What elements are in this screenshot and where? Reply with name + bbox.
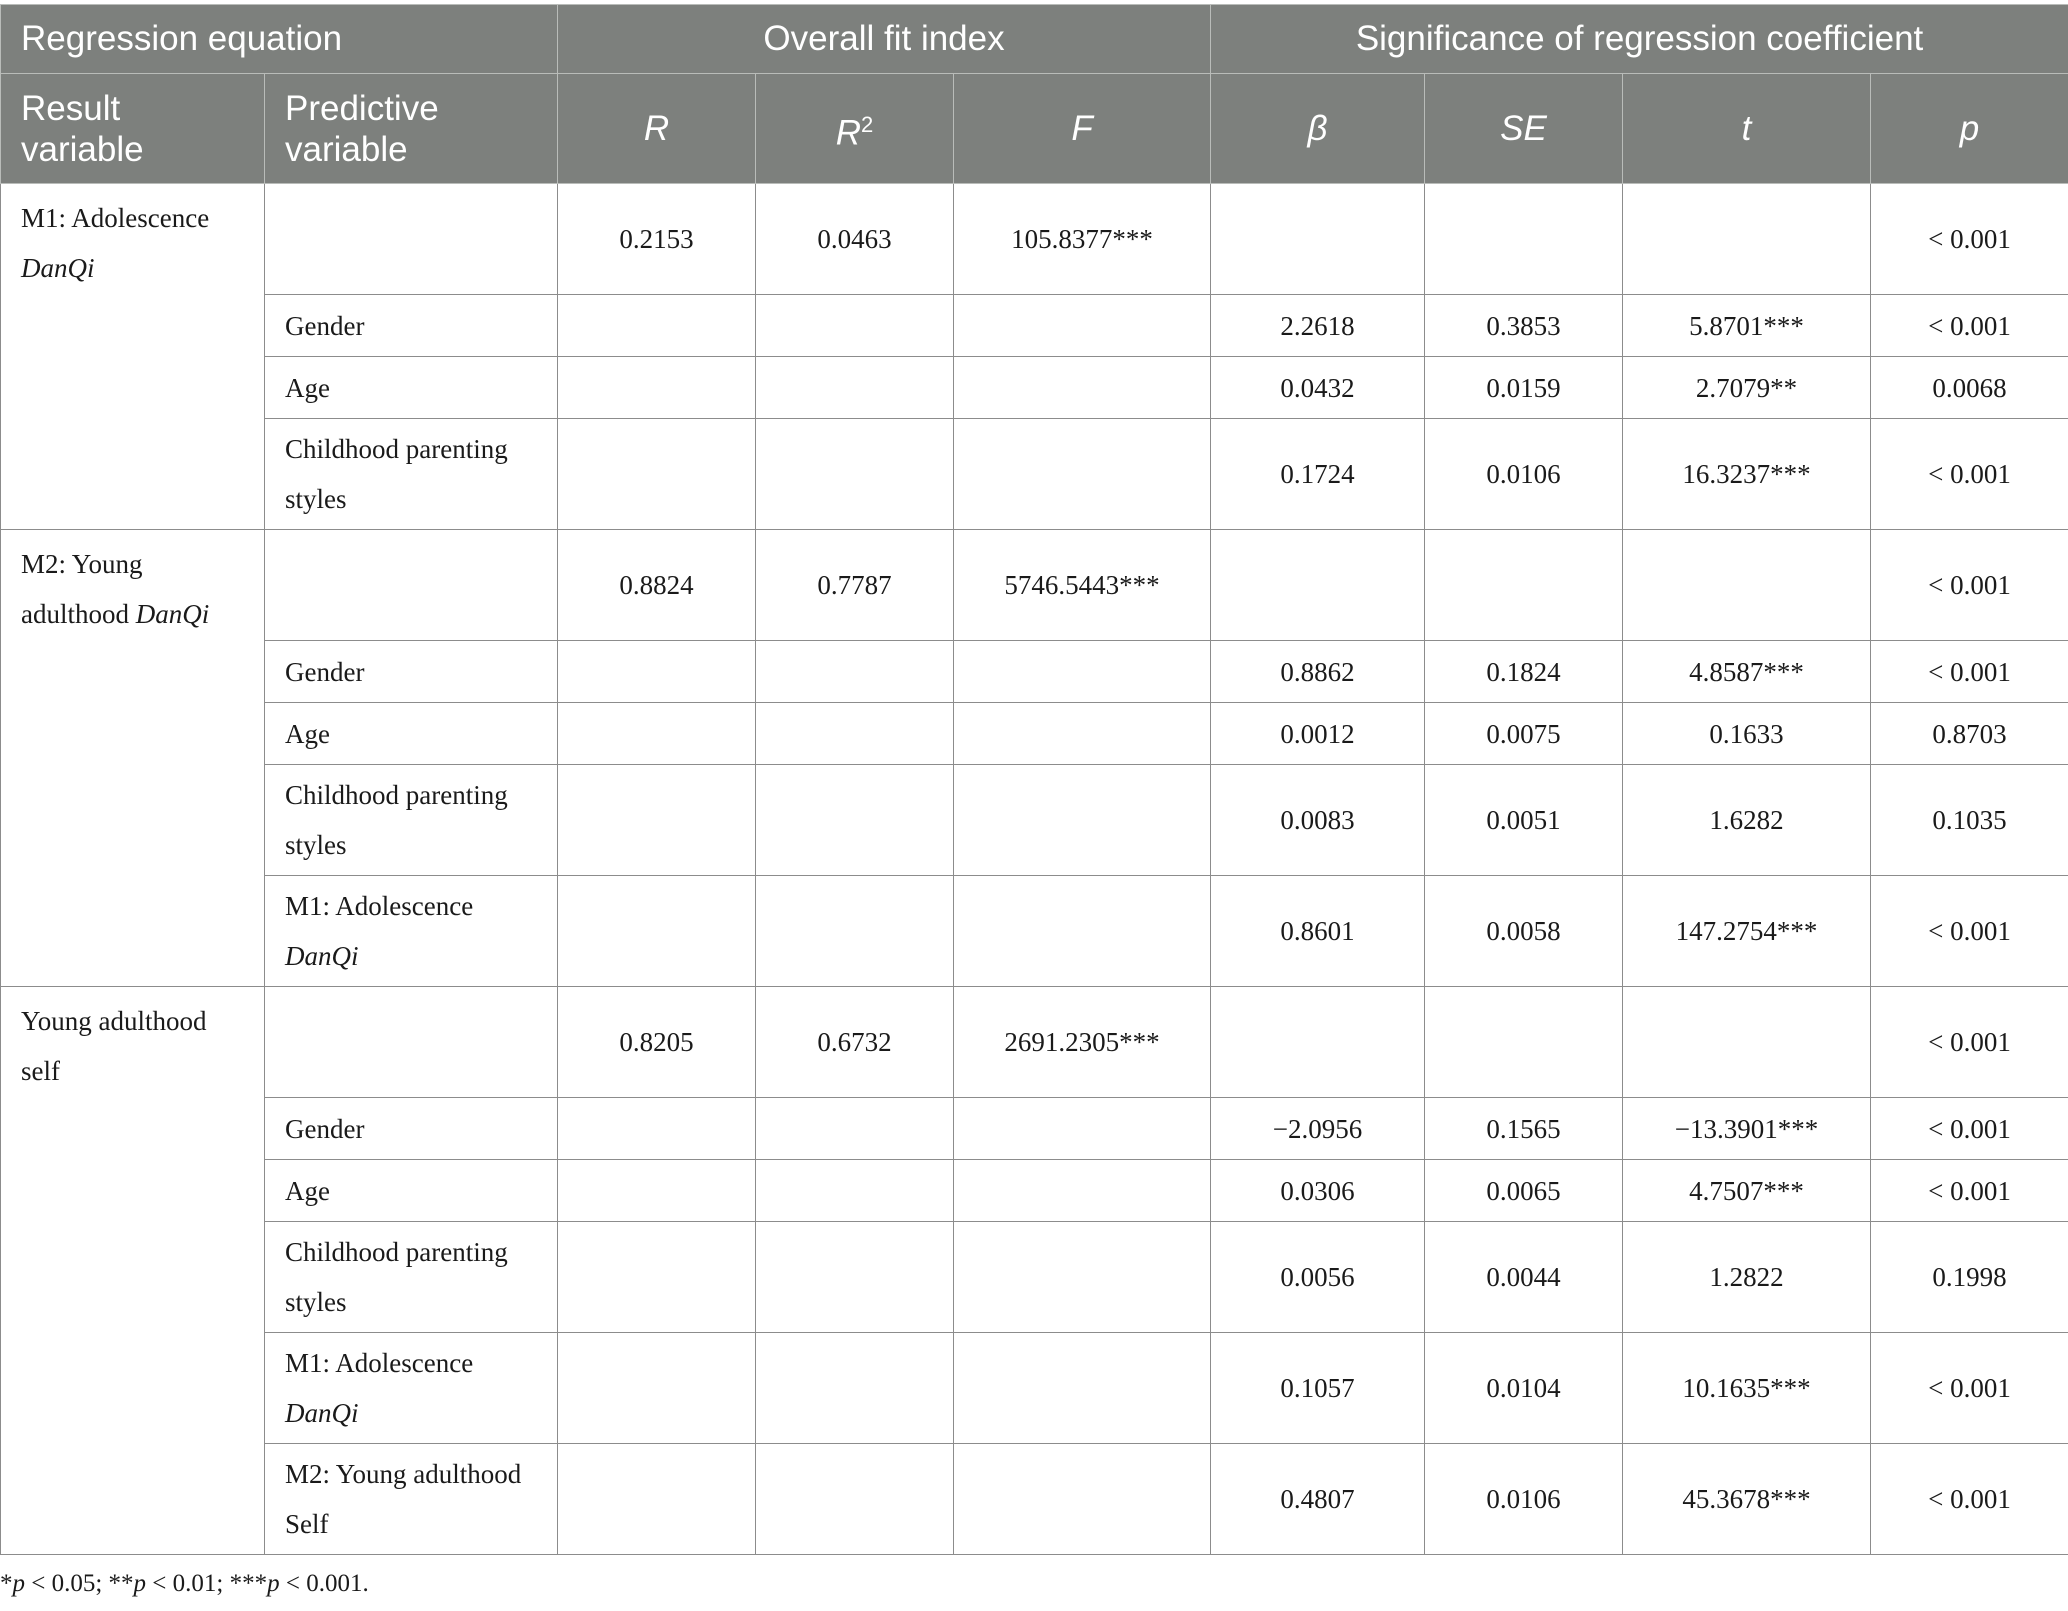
beta-cell: 0.8862 xyxy=(1211,641,1425,703)
predictive-variable-cell xyxy=(265,1333,558,1444)
beta-cell xyxy=(1211,987,1425,1098)
r-cell xyxy=(558,1098,756,1160)
r-cell xyxy=(558,1160,756,1222)
r-squared-cell xyxy=(756,295,954,357)
result-variable-cell xyxy=(1,184,265,530)
header-p: p xyxy=(1871,74,2068,184)
predictive-variable-label: Childhood parenting styles xyxy=(285,434,508,514)
predictive-variable-cell xyxy=(265,1160,558,1222)
r-cell xyxy=(558,357,756,419)
r-squared-cell xyxy=(756,419,954,530)
r-squared-cell xyxy=(756,1333,954,1444)
beta-cell: −2.0956 xyxy=(1211,1098,1425,1160)
beta-cell: 0.8601 xyxy=(1211,876,1425,987)
beta-cell: 0.4807 xyxy=(1211,1444,1425,1555)
r-squared-cell xyxy=(756,765,954,876)
r-cell xyxy=(558,703,756,765)
t-cell: 2.7079** xyxy=(1623,357,1871,419)
table-row xyxy=(1,295,2068,357)
predictive-variable-cell xyxy=(265,419,558,530)
t-cell: 16.3237*** xyxy=(1623,419,1871,530)
r-cell xyxy=(558,1222,756,1333)
predictive-variable-italic: DanQi xyxy=(285,941,359,971)
result-variable-label: M1: Adolescence xyxy=(21,203,210,233)
t-cell: 4.7507*** xyxy=(1623,1160,1871,1222)
p-cell: < 0.001 xyxy=(1871,641,2068,703)
beta-cell: 0.1724 xyxy=(1211,419,1425,530)
t-cell: 4.8587*** xyxy=(1623,641,1871,703)
se-cell: 0.3853 xyxy=(1425,295,1623,357)
r-cell xyxy=(558,876,756,987)
f-cell xyxy=(954,1160,1211,1222)
predictive-variable-label: Gender xyxy=(285,656,365,687)
result-variable-label: M2: Young adulthood xyxy=(21,549,143,629)
predictive-variable-label: Age xyxy=(285,1175,330,1206)
header-overall-fit-index: Overall fit index xyxy=(558,5,1211,74)
f-cell: 2691.2305*** xyxy=(954,987,1211,1098)
table-footnote xyxy=(0,1570,369,1598)
r-cell xyxy=(558,641,756,703)
se-cell: 0.0104 xyxy=(1425,1333,1623,1444)
predictive-variable-cell xyxy=(265,184,558,295)
f-cell xyxy=(954,1444,1211,1555)
table-row xyxy=(1,1098,2068,1160)
predictive-variable-label: Gender xyxy=(285,1113,365,1144)
r-squared-cell xyxy=(756,1222,954,1333)
t-cell: −13.3901*** xyxy=(1623,1098,1871,1160)
beta-cell: 0.0083 xyxy=(1211,765,1425,876)
r-cell: 0.2153 xyxy=(558,184,756,295)
t-cell: 1.2822 xyxy=(1623,1222,1871,1333)
footnote-text: < 0.001. xyxy=(279,1570,369,1597)
header-significance: Significance of regression coefficient xyxy=(1211,5,2068,74)
se-cell: 0.0106 xyxy=(1425,1444,1623,1555)
table-row xyxy=(1,876,2068,987)
p-cell: < 0.001 xyxy=(1871,419,2068,530)
beta-cell: 2.2618 xyxy=(1211,295,1425,357)
predictive-variable-cell xyxy=(265,530,558,641)
beta-cell: 0.0432 xyxy=(1211,357,1425,419)
r-cell: 0.8205 xyxy=(558,987,756,1098)
p-cell: 0.8703 xyxy=(1871,703,2068,765)
p-cell: < 0.001 xyxy=(1871,1333,2068,1444)
predictive-variable-label: Age xyxy=(285,718,330,749)
f-cell xyxy=(954,641,1211,703)
se-cell: 0.0159 xyxy=(1425,357,1623,419)
p-cell: < 0.001 xyxy=(1871,1444,2068,1555)
p-cell: < 0.001 xyxy=(1871,987,2068,1098)
beta-cell xyxy=(1211,184,1425,295)
p-cell: < 0.001 xyxy=(1871,1160,2068,1222)
footnote-text: < 0.01; *** xyxy=(146,1570,268,1597)
r-squared-cell xyxy=(756,641,954,703)
t-cell xyxy=(1623,530,1871,641)
header-row-groups xyxy=(1,5,2068,74)
table-row xyxy=(1,641,2068,703)
result-variable-italic: DanQi xyxy=(21,253,95,283)
footnote-star: * xyxy=(0,1570,13,1597)
header-r-squared-base: R xyxy=(835,113,862,153)
t-cell xyxy=(1623,987,1871,1098)
predictive-variable-cell xyxy=(265,295,558,357)
se-cell xyxy=(1425,987,1623,1098)
f-cell xyxy=(954,357,1211,419)
r-cell: 0.8824 xyxy=(558,530,756,641)
table-body xyxy=(1,184,2068,1555)
r-cell xyxy=(558,1333,756,1444)
predictive-variable-cell xyxy=(265,765,558,876)
p-cell: < 0.001 xyxy=(1871,184,2068,295)
beta-cell: 0.0306 xyxy=(1211,1160,1425,1222)
p-cell: 0.1035 xyxy=(1871,765,2068,876)
r-cell xyxy=(558,419,756,530)
result-variable-cell xyxy=(1,530,265,987)
model-summary-row xyxy=(1,184,2068,295)
footnote-text: < 0.05; ** xyxy=(25,1570,134,1597)
se-cell: 0.0044 xyxy=(1425,1222,1623,1333)
table-row xyxy=(1,1333,2068,1444)
f-cell: 105.8377*** xyxy=(954,184,1211,295)
model-summary-row xyxy=(1,987,2068,1098)
table-row xyxy=(1,357,2068,419)
predictive-variable-cell xyxy=(265,1444,558,1555)
header-f: F xyxy=(954,74,1211,184)
p-cell: 0.0068 xyxy=(1871,357,2068,419)
r-squared-cell xyxy=(756,703,954,765)
r-cell xyxy=(558,765,756,876)
header-se: SE xyxy=(1425,74,1623,184)
predictive-variable-cell xyxy=(265,357,558,419)
r-squared-cell xyxy=(756,1160,954,1222)
table-row xyxy=(1,1160,2068,1222)
beta-cell: 0.0056 xyxy=(1211,1222,1425,1333)
predictive-variable-label: Gender xyxy=(285,310,365,341)
f-cell xyxy=(954,1333,1211,1444)
header-row-columns xyxy=(1,74,2068,184)
p-cell: < 0.001 xyxy=(1871,1098,2068,1160)
beta-cell: 0.0012 xyxy=(1211,703,1425,765)
header-regression-equation: Regression equation xyxy=(1,5,558,74)
predictive-variable-cell xyxy=(265,1222,558,1333)
t-cell: 10.1635*** xyxy=(1623,1333,1871,1444)
r-squared-cell: 0.0463 xyxy=(756,184,954,295)
f-cell xyxy=(954,295,1211,357)
se-cell: 0.0058 xyxy=(1425,876,1623,987)
f-cell xyxy=(954,703,1211,765)
p-cell: < 0.001 xyxy=(1871,876,2068,987)
predictive-variable-italic: DanQi xyxy=(285,1398,359,1428)
f-cell xyxy=(954,419,1211,530)
header-r: R xyxy=(558,74,756,184)
header-predictive-variable: Predictive variable xyxy=(265,74,558,184)
model-summary-row xyxy=(1,530,2068,641)
r-cell xyxy=(558,295,756,357)
se-cell xyxy=(1425,530,1623,641)
header-r-squared-sup: 2 xyxy=(861,111,874,137)
r-squared-cell: 0.7787 xyxy=(756,530,954,641)
se-cell: 0.0051 xyxy=(1425,765,1623,876)
t-cell: 45.3678*** xyxy=(1623,1444,1871,1555)
beta-cell: 0.1057 xyxy=(1211,1333,1425,1444)
beta-cell xyxy=(1211,530,1425,641)
f-cell xyxy=(954,876,1211,987)
footnote-p: p xyxy=(12,1570,25,1597)
table-row xyxy=(1,1444,2068,1555)
se-cell: 0.1565 xyxy=(1425,1098,1623,1160)
t-cell: 0.1633 xyxy=(1623,703,1871,765)
t-cell: 5.8701*** xyxy=(1623,295,1871,357)
predictive-variable-label: Childhood parenting styles xyxy=(285,1237,508,1317)
predictive-variable-label: M1: Adolescence xyxy=(285,1348,474,1378)
predictive-variable-label: Childhood parenting styles xyxy=(285,780,508,860)
t-cell: 1.6282 xyxy=(1623,765,1871,876)
result-variable-label: Young adulthood self xyxy=(21,1006,207,1086)
f-cell xyxy=(954,1222,1211,1333)
se-cell: 0.0075 xyxy=(1425,703,1623,765)
header-beta: β xyxy=(1211,74,1425,184)
f-cell xyxy=(954,1098,1211,1160)
footnote-p: p xyxy=(133,1570,147,1597)
p-cell: < 0.001 xyxy=(1871,530,2068,641)
predictive-variable-cell xyxy=(265,703,558,765)
result-variable-italic: DanQi xyxy=(135,599,210,629)
header-result-variable: Result variable xyxy=(1,74,265,184)
predictive-variable-cell xyxy=(265,1098,558,1160)
table-row xyxy=(1,765,2068,876)
r-squared-cell xyxy=(756,876,954,987)
r-squared-cell xyxy=(756,1444,954,1555)
r-cell xyxy=(558,1444,756,1555)
table-row xyxy=(1,419,2068,530)
predictive-variable-cell xyxy=(265,987,558,1098)
predictive-variable-label: M2: Young adulthood Self xyxy=(285,1459,522,1539)
table-row xyxy=(1,703,2068,765)
p-cell: 0.1998 xyxy=(1871,1222,2068,1333)
t-cell xyxy=(1623,184,1871,295)
table-row xyxy=(1,1222,2068,1333)
se-cell: 0.0106 xyxy=(1425,419,1623,530)
predictive-variable-label: Age xyxy=(285,372,330,403)
se-cell: 0.1824 xyxy=(1425,641,1623,703)
predictive-variable-cell xyxy=(265,641,558,703)
t-cell: 147.2754*** xyxy=(1623,876,1871,987)
r-squared-cell: 0.6732 xyxy=(756,987,954,1098)
predictive-variable-cell xyxy=(265,876,558,987)
result-variable-cell xyxy=(1,987,265,1555)
header-r-squared xyxy=(756,74,954,184)
r-squared-cell xyxy=(756,357,954,419)
p-cell: < 0.001 xyxy=(1871,295,2068,357)
r-squared-cell xyxy=(756,1098,954,1160)
se-cell: 0.0065 xyxy=(1425,1160,1623,1222)
predictive-variable-label: M1: Adolescence xyxy=(285,891,474,921)
regression-table xyxy=(0,4,2068,1555)
f-cell: 5746.5443*** xyxy=(954,530,1211,641)
se-cell xyxy=(1425,184,1623,295)
f-cell xyxy=(954,765,1211,876)
header-t: t xyxy=(1623,74,1871,184)
footnote-p: p xyxy=(267,1570,280,1597)
